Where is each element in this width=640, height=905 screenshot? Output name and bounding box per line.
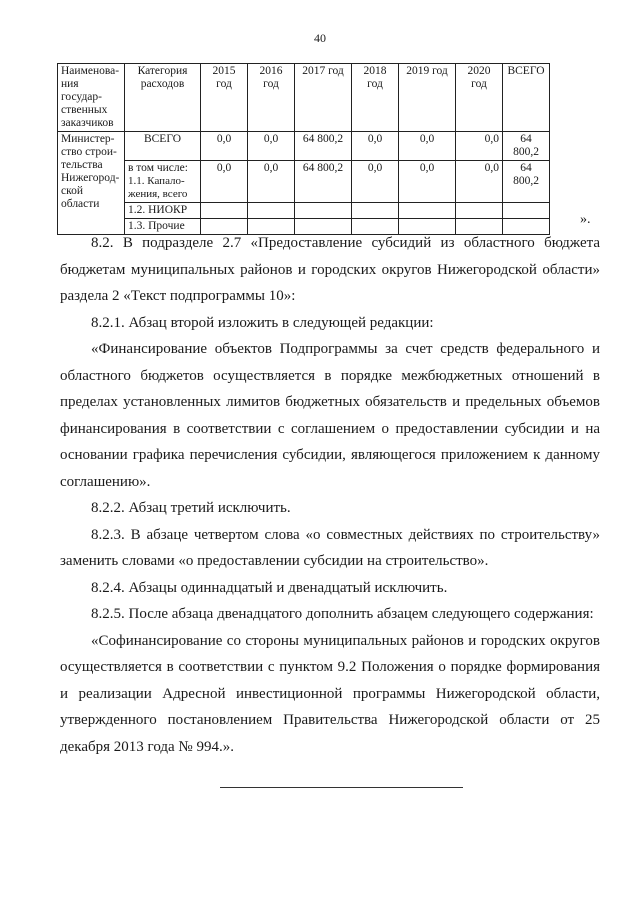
paragraph: 8.2.5. После абзаца двенадцатого дополнить абзацем следующего содержания:	[91, 606, 594, 622]
header-customer: Наименова-ния государ-ственных заказчиков	[58, 64, 125, 132]
table-cell	[503, 203, 550, 219]
row-category: 1.3. Прочие	[125, 219, 201, 235]
table-row	[58, 203, 550, 219]
table-cell: 0,0	[352, 161, 399, 203]
table-cell	[248, 203, 295, 219]
table-cell: 64 800,2	[295, 132, 352, 161]
paragraph: 8.2.4. Абзацы одиннадцатый и двенадцатый исключить.	[91, 579, 448, 596]
row-category-label: в том числе:	[128, 162, 188, 174]
customer-name: Министер-ство строи-тельства Нижегород-ской области	[58, 132, 125, 235]
row-category: 1.2. НИОКР	[125, 203, 201, 219]
table-cell	[295, 203, 352, 219]
table-cell: 0,0	[352, 132, 399, 161]
table-cell: 0,0	[201, 161, 248, 203]
header-year: 2019 год	[399, 64, 456, 132]
header-year: 2018 год	[352, 64, 399, 132]
paragraph: 8.2.1. Абзац второй изложить в следующей редакции:	[91, 314, 434, 331]
closing-quote: ».	[580, 212, 591, 227]
row-category	[125, 161, 201, 203]
paragraph: «Финансирование объектов Подпрограммы за счет средств федерального и областного бюджетов осуществляется в порядке межбюджетных отношений в пределах установленных лимитов бюджетных обязательств и предельных объемов финансирования в соответствии с соглашением о предоставлении субсидии и на основании графика перечисления субсидии, являющегося приложением к данному соглашению».	[60, 341, 600, 490]
table-cell: 0,0	[248, 161, 295, 203]
table-header-row	[58, 64, 550, 132]
table-cell: 0,0	[399, 132, 456, 161]
table-cell	[399, 203, 456, 219]
table-cell: 0,0	[399, 161, 456, 203]
header-year: 2015 год	[201, 64, 248, 132]
table-cell: 64 800,2	[295, 161, 352, 203]
budget-table	[57, 63, 550, 235]
table-cell: 0,0	[201, 132, 248, 161]
table-cell	[201, 203, 248, 219]
table-cell	[352, 203, 399, 219]
paragraph: 8.2.2. Абзац третий исключить.	[91, 500, 291, 516]
header-total: ВСЕГО	[503, 64, 550, 132]
table-cell	[456, 203, 503, 219]
header-year: 2020 год	[456, 64, 503, 132]
paragraph: «Софинансирование со стороны муниципальных районов и городских округов осуществляется в соответствии с пунктом 9.2 Положения о порядке формирования и реализации Адресной инвестиционной программы Нижегородской области, утвержденного постановлением Правительства Нижегородской области от 25 декабря 2013 года № 994.».	[60, 632, 600, 755]
table-cell: 0,0	[456, 161, 503, 203]
header-year: 2016 год	[248, 64, 295, 132]
table-cell: 64 800,2	[503, 132, 550, 161]
table-row	[58, 132, 550, 161]
end-divider	[220, 787, 463, 788]
table-cell: 0,0	[248, 132, 295, 161]
header-category: Категория расходов	[125, 64, 201, 132]
table-cell: 64 800,2	[503, 161, 550, 203]
document-body	[60, 230, 600, 760]
table-cell: 0,0	[456, 132, 503, 161]
row-category: ВСЕГО	[125, 132, 201, 161]
paragraph: 8.2.3. В абзаце четвертом слова «о совместных действиях по строительству» заменить словами «о предоставлении субсидии на строительство».	[60, 526, 600, 569]
row-subcategory: 1.1. Капало-жения, всего	[128, 175, 188, 200]
page-number: 40	[314, 31, 326, 45]
header-year: 2017 год	[295, 64, 352, 132]
paragraph: 8.2. В подразделе 2.7 «Предоставление субсидий из областного бюджета бюджетам муниципальных районов и городских округов Нижегородской области» раздела 2 «Текст подпрограммы 10»:	[60, 235, 600, 304]
table-row	[58, 161, 550, 203]
